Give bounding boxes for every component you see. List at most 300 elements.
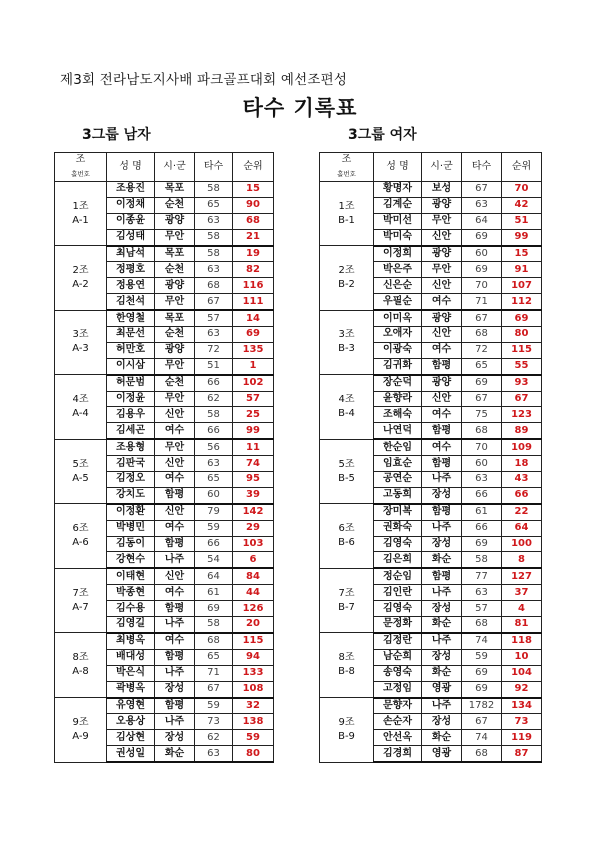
player-city: 나주: [422, 472, 462, 488]
player-name: 안선옥: [374, 730, 422, 746]
player-name: 권성일: [107, 746, 155, 762]
player-score: 74: [462, 633, 502, 649]
table-row: [320, 439, 542, 455]
player-score: 68: [462, 423, 502, 439]
group-number: 4조: [72, 393, 89, 405]
player-score: 62: [195, 391, 233, 407]
group-number: 5조: [72, 458, 89, 470]
player-rank: 57: [233, 391, 274, 407]
group-cell: [320, 375, 374, 440]
player-score: 68: [195, 633, 233, 649]
player-score: 57: [462, 601, 502, 617]
player-rank: 118: [502, 633, 542, 649]
player-name: 박미선: [374, 213, 422, 229]
player-score: 70: [462, 439, 502, 455]
group-cell: [320, 439, 374, 504]
player-rank: 134: [502, 698, 542, 714]
player-score: 63: [462, 472, 502, 488]
player-score: 59: [462, 649, 502, 665]
player-name: 오용상: [107, 714, 155, 730]
player-score: 68: [462, 617, 502, 633]
player-city: 화순: [422, 552, 462, 568]
player-city: 화순: [155, 746, 195, 762]
player-name: 나연덕: [374, 423, 422, 439]
player-name: 강현수: [107, 552, 155, 568]
player-city: 광양: [422, 375, 462, 391]
player-city: 여수: [155, 472, 195, 488]
player-city: 장성: [422, 487, 462, 503]
group-code: A-4: [72, 407, 89, 419]
player-city: 무안: [155, 229, 195, 245]
player-rank: 70: [502, 182, 542, 198]
group-number: 7조: [72, 587, 89, 599]
group-cell: [55, 375, 107, 440]
player-name: 강치도: [107, 487, 155, 503]
player-rank: 142: [233, 504, 274, 520]
player-name: 김정오: [107, 472, 155, 488]
player-score: 65: [195, 649, 233, 665]
table-row: [320, 568, 542, 584]
player-name: 송영숙: [374, 665, 422, 681]
player-score: 65: [195, 197, 233, 213]
group-code: A-7: [72, 601, 89, 613]
table-row: [320, 375, 542, 391]
player-name: 한영철: [107, 310, 155, 326]
player-city: 나주: [155, 665, 195, 681]
player-name: 김동이: [107, 536, 155, 552]
player-rank: 84: [233, 568, 274, 584]
player-score: 68: [462, 746, 502, 762]
player-name: 곽병옥: [107, 681, 155, 697]
table-row: [320, 310, 542, 326]
player-rank: 107: [502, 278, 542, 294]
table-row: [55, 439, 274, 455]
player-city: 광양: [155, 213, 195, 229]
group-code: A-3: [72, 343, 89, 355]
player-name: 김천석: [107, 294, 155, 310]
table-row: [55, 375, 274, 391]
player-name: 김영길: [107, 617, 155, 633]
player-rank: 43: [502, 472, 542, 488]
group-code: A-5: [72, 472, 89, 484]
player-city: 신안: [422, 327, 462, 343]
player-name: 허문범: [107, 375, 155, 391]
group-number: 8조: [338, 652, 355, 664]
player-name: 김성태: [107, 229, 155, 245]
group-code: B-8: [338, 666, 355, 678]
player-name: 김세곤: [107, 423, 155, 439]
player-rank: 44: [233, 585, 274, 601]
player-rank: 15: [502, 246, 542, 262]
player-name: 문향자: [374, 698, 422, 714]
group-cell: [320, 568, 374, 633]
player-name: 문정화: [374, 617, 422, 633]
player-name: 김판국: [107, 456, 155, 472]
player-city: 무안: [422, 213, 462, 229]
player-name: 조해숙: [374, 407, 422, 423]
player-score: 65: [462, 358, 502, 374]
player-city: 무안: [422, 262, 462, 278]
player-name: 조용진: [107, 182, 155, 198]
player-score: 58: [195, 229, 233, 245]
group-number: 3조: [338, 329, 355, 341]
group-number: 3조: [72, 329, 89, 341]
hole-number-header-label: 홀번호: [71, 170, 90, 178]
player-rank: 66: [502, 487, 542, 503]
name-column-header: 성 명: [374, 153, 422, 182]
group-code: B-6: [338, 537, 355, 549]
player-rank: 119: [502, 730, 542, 746]
player-rank: 126: [233, 601, 274, 617]
player-rank: 135: [233, 342, 274, 358]
group-code: A-1: [72, 214, 89, 226]
player-score: 69: [195, 601, 233, 617]
group-cell: [55, 439, 107, 504]
player-rank: 69: [233, 327, 274, 343]
table-row: [55, 633, 274, 649]
player-score: 63: [195, 456, 233, 472]
group-number: 5조: [338, 458, 355, 470]
group-cell: [320, 504, 374, 569]
player-rank: 39: [233, 487, 274, 503]
group-code: B-2: [338, 278, 355, 290]
player-rank: 69: [502, 310, 542, 326]
player-rank: 81: [502, 617, 542, 633]
player-name: 김인란: [374, 585, 422, 601]
men-score-table: [54, 152, 274, 763]
table-row: [55, 310, 274, 326]
player-name: 김상현: [107, 730, 155, 746]
player-city: 영광: [422, 746, 462, 762]
player-score: 73: [195, 714, 233, 730]
player-name: 김영숙: [374, 601, 422, 617]
player-name: 박미숙: [374, 229, 422, 245]
group-number: 6조: [338, 523, 355, 535]
group-cell: [320, 633, 374, 698]
player-city: 광양: [155, 278, 195, 294]
player-city: 함평: [422, 504, 462, 520]
player-city: 신안: [155, 504, 195, 520]
player-score: 1782: [462, 698, 502, 714]
player-name: 정순임: [374, 568, 422, 584]
table-row: [320, 633, 542, 649]
player-score: 54: [195, 552, 233, 568]
player-rank: 116: [233, 278, 274, 294]
name-column-header: 성 명: [107, 153, 155, 182]
player-score: 67: [462, 391, 502, 407]
player-city: 목포: [155, 310, 195, 326]
player-score: 66: [195, 536, 233, 552]
player-name: 이정희: [374, 246, 422, 262]
player-name: 신은순: [374, 278, 422, 294]
player-name: 박은식: [107, 665, 155, 681]
table-row: [320, 246, 542, 262]
player-name: 손순자: [374, 714, 422, 730]
player-name: 윤향라: [374, 391, 422, 407]
player-rank: 73: [502, 714, 542, 730]
player-name: 한순임: [374, 439, 422, 455]
hole-number-header-label: 홀번호: [337, 170, 356, 178]
player-rank: 82: [233, 262, 274, 278]
player-score: 69: [462, 229, 502, 245]
player-score: 62: [195, 730, 233, 746]
player-score: 69: [462, 262, 502, 278]
player-score: 66: [195, 375, 233, 391]
player-city: 장성: [155, 681, 195, 697]
table-header-row: [320, 153, 542, 182]
player-city: 여수: [155, 585, 195, 601]
player-city: 여수: [422, 294, 462, 310]
player-name: 공연순: [374, 472, 422, 488]
player-rank: 115: [502, 342, 542, 358]
player-city: 목포: [155, 182, 195, 198]
player-name: 김영숙: [374, 536, 422, 552]
player-name: 최남석: [107, 246, 155, 262]
player-score: 70: [462, 278, 502, 294]
player-score: 64: [462, 213, 502, 229]
player-city: 함평: [155, 487, 195, 503]
player-score: 58: [195, 246, 233, 262]
group-code: B-3: [338, 343, 355, 355]
player-rank: 91: [502, 262, 542, 278]
group-code: A-6: [72, 537, 89, 549]
player-score: 63: [462, 197, 502, 213]
table-row: [55, 504, 274, 520]
player-rank: 20: [233, 617, 274, 633]
group-code: B-5: [338, 472, 355, 484]
player-score: 69: [462, 665, 502, 681]
player-score: 63: [195, 262, 233, 278]
player-score: 51: [195, 358, 233, 374]
table-row: [55, 568, 274, 584]
player-score: 67: [195, 681, 233, 697]
player-rank: 108: [233, 681, 274, 697]
group-code: A-9: [72, 730, 89, 742]
player-score: 66: [462, 520, 502, 536]
player-score: 75: [462, 407, 502, 423]
score-column-header: 타수: [462, 153, 502, 182]
player-name: 권화숙: [374, 520, 422, 536]
player-name: 오애자: [374, 327, 422, 343]
player-name: 황명자: [374, 182, 422, 198]
player-rank: 8: [502, 552, 542, 568]
player-rank: 21: [233, 229, 274, 245]
player-rank: 64: [502, 520, 542, 536]
group-cell: [55, 504, 107, 569]
player-score: 67: [462, 714, 502, 730]
group-number: 4조: [338, 393, 355, 405]
player-name: 조용형: [107, 439, 155, 455]
player-rank: 15: [233, 182, 274, 198]
player-city: 나주: [422, 520, 462, 536]
group-cell: [55, 182, 107, 246]
player-rank: 51: [502, 213, 542, 229]
table-row: [320, 504, 542, 520]
player-rank: 103: [233, 536, 274, 552]
player-city: 화순: [422, 665, 462, 681]
player-rank: 94: [233, 649, 274, 665]
player-city: 무안: [155, 391, 195, 407]
men-group-title: 3그룹 남자: [82, 127, 151, 143]
city-column-header: 시·군: [422, 153, 462, 182]
player-score: 68: [462, 327, 502, 343]
player-name: 이광숙: [374, 342, 422, 358]
player-city: 광양: [422, 310, 462, 326]
player-score: 69: [462, 375, 502, 391]
player-score: 56: [195, 439, 233, 455]
player-city: 순천: [155, 197, 195, 213]
table-row: [55, 182, 274, 198]
player-city: 함평: [155, 536, 195, 552]
player-score: 58: [195, 407, 233, 423]
jo-header-label: 조: [341, 154, 352, 165]
player-city: 화순: [422, 617, 462, 633]
group-cell: [55, 698, 107, 763]
player-rank: 92: [502, 681, 542, 697]
group-code: A-2: [72, 278, 89, 290]
player-name: 김은희: [374, 552, 422, 568]
player-rank: 68: [233, 213, 274, 229]
player-rank: 115: [233, 633, 274, 649]
player-rank: 80: [502, 327, 542, 343]
player-name: 최병옥: [107, 633, 155, 649]
player-score: 63: [195, 213, 233, 229]
player-score: 64: [195, 568, 233, 584]
player-rank: 19: [233, 246, 274, 262]
player-rank: 6: [233, 552, 274, 568]
player-name: 김수용: [107, 601, 155, 617]
player-city: 광양: [422, 197, 462, 213]
player-city: 신안: [155, 568, 195, 584]
women-score-table: [319, 152, 542, 763]
player-city: 함평: [422, 568, 462, 584]
player-name: 김귀화: [374, 358, 422, 374]
player-rank: 109: [502, 439, 542, 455]
player-rank: 99: [233, 423, 274, 439]
player-score: 68: [195, 278, 233, 294]
player-city: 나주: [422, 633, 462, 649]
player-score: 60: [195, 487, 233, 503]
player-city: 함평: [422, 358, 462, 374]
player-rank: 14: [233, 310, 274, 326]
player-name: 이미옥: [374, 310, 422, 326]
player-rank: 133: [233, 665, 274, 681]
group-number: 1조: [338, 200, 355, 212]
women-group-title: 3그룹 여자: [348, 127, 417, 143]
player-name: 고정임: [374, 681, 422, 697]
player-name: 박은주: [374, 262, 422, 278]
group-number: 8조: [72, 652, 89, 664]
player-score: 74: [462, 730, 502, 746]
group-number: 9조: [72, 716, 89, 728]
rank-column-header: 순위: [502, 153, 542, 182]
player-name: 이정윤: [107, 391, 155, 407]
player-city: 여수: [422, 407, 462, 423]
player-score: 71: [462, 294, 502, 310]
player-rank: 11: [233, 439, 274, 455]
jo-column-header: [55, 153, 107, 182]
player-score: 60: [462, 246, 502, 262]
group-number: 2조: [338, 264, 355, 276]
group-code: A-8: [72, 666, 89, 678]
player-city: 무안: [155, 294, 195, 310]
document-header: 제3회 전라남도지사배 파크골프대회 예선조편성: [60, 72, 348, 88]
player-name: 정평호: [107, 262, 155, 278]
player-score: 59: [195, 520, 233, 536]
player-name: 유영현: [107, 698, 155, 714]
group-code: B-7: [338, 601, 355, 613]
player-city: 무안: [155, 358, 195, 374]
player-name: 임효순: [374, 456, 422, 472]
player-score: 63: [462, 585, 502, 601]
player-score: 58: [195, 182, 233, 198]
player-name: 이정환: [107, 504, 155, 520]
player-city: 보성: [422, 182, 462, 198]
player-score: 67: [195, 294, 233, 310]
player-city: 장성: [422, 601, 462, 617]
player-rank: 123: [502, 407, 542, 423]
player-name: 김계순: [374, 197, 422, 213]
table-row: [55, 698, 274, 714]
player-city: 여수: [155, 520, 195, 536]
player-name: 장순덕: [374, 375, 422, 391]
player-score: 61: [195, 585, 233, 601]
player-score: 79: [195, 504, 233, 520]
player-rank: 29: [233, 520, 274, 536]
player-city: 신안: [155, 407, 195, 423]
player-name: 박병민: [107, 520, 155, 536]
group-number: 1조: [72, 200, 89, 212]
player-city: 신안: [422, 391, 462, 407]
group-code: B-4: [338, 407, 355, 419]
group-number: 9조: [338, 716, 355, 728]
player-score: 57: [195, 310, 233, 326]
player-rank: 93: [502, 375, 542, 391]
player-rank: 67: [502, 391, 542, 407]
rank-column-header: 순위: [233, 153, 274, 182]
player-rank: 10: [502, 649, 542, 665]
player-rank: 22: [502, 504, 542, 520]
player-name: 박종현: [107, 585, 155, 601]
page-title: 타수 기록표: [242, 96, 358, 120]
player-name: 김용우: [107, 407, 155, 423]
group-number: 7조: [338, 587, 355, 599]
player-city: 신안: [422, 278, 462, 294]
player-rank: 102: [233, 375, 274, 391]
player-rank: 37: [502, 585, 542, 601]
group-cell: [320, 246, 374, 311]
player-city: 장성: [422, 536, 462, 552]
player-rank: 99: [502, 229, 542, 245]
player-score: 59: [195, 698, 233, 714]
player-name: 우필순: [374, 294, 422, 310]
player-name: 고동희: [374, 487, 422, 503]
player-city: 나주: [422, 698, 462, 714]
player-score: 63: [195, 746, 233, 762]
player-rank: 18: [502, 456, 542, 472]
player-rank: 55: [502, 358, 542, 374]
player-rank: 111: [233, 294, 274, 310]
player-rank: 4: [502, 601, 542, 617]
player-city: 여수: [422, 439, 462, 455]
player-name: 장미복: [374, 504, 422, 520]
table-row: [320, 182, 542, 198]
player-city: 여수: [155, 423, 195, 439]
player-city: 여수: [155, 633, 195, 649]
player-name: 배대성: [107, 649, 155, 665]
player-score: 69: [462, 536, 502, 552]
player-city: 함평: [422, 423, 462, 439]
